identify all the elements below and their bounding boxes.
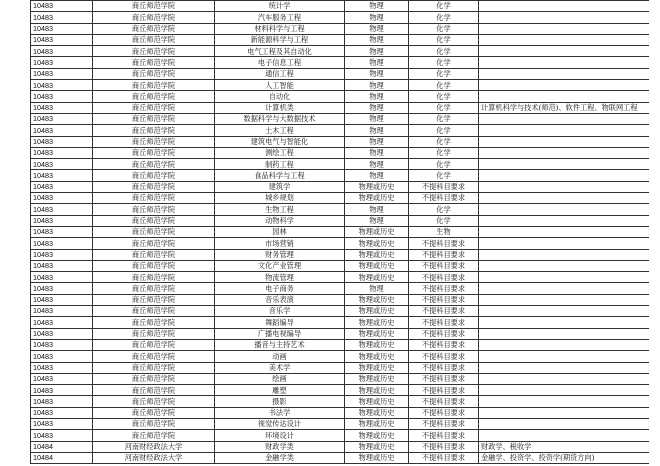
second-subject-cell: 化学 [409,159,479,170]
school-name-cell: 商丘师范学院 [93,46,215,57]
second-subject-cell: 不提科目要求 [409,238,479,249]
first-subject-cell: 物理或历史 [345,306,409,317]
school-code-cell: 10483 [31,306,93,317]
school-code-cell: 10483 [31,193,93,204]
school-name-cell: 商丘师范学院 [93,159,215,170]
major-cell: 市场营销 [215,238,345,249]
included-majors-cell [479,91,649,102]
table-row [31,12,649,23]
school-code-cell: 10483 [31,385,93,396]
major-cell: 物流管理 [215,272,345,283]
included-majors-cell [479,306,649,317]
major-cell: 视觉传达设计 [215,418,345,429]
major-cell: 材料科学与工程 [215,23,345,34]
school-name-cell: 商丘师范学院 [93,249,215,260]
included-majors-cell [479,113,649,124]
included-majors-cell [479,283,649,294]
school-code-cell: 10483 [31,204,93,215]
included-majors-cell [479,125,649,136]
school-name-cell: 商丘师范学院 [93,328,215,339]
school-code-cell: 10483 [31,159,93,170]
second-subject-cell: 不提科目要求 [409,294,479,305]
second-subject-cell: 不提科目要求 [409,249,479,260]
table-row [31,238,649,249]
school-code-cell: 10483 [31,260,93,271]
table-row [31,249,649,260]
table-row [31,159,649,170]
table-row [31,23,649,34]
school-name-cell: 商丘师范学院 [93,12,215,23]
first-subject-cell: 物理或历史 [345,339,409,350]
table-body [31,1,649,464]
second-subject-cell: 不提科目要求 [409,373,479,384]
school-name-cell: 商丘师范学院 [93,385,215,396]
included-majors-cell [479,1,649,12]
first-subject-cell: 物理 [345,136,409,147]
school-code-cell: 10483 [31,147,93,158]
major-cell: 食品科学与工程 [215,170,345,181]
major-cell: 建筑学 [215,181,345,192]
table-row [31,407,649,418]
school-code-cell: 10483 [31,396,93,407]
school-code-cell: 10483 [31,407,93,418]
school-name-cell: 商丘师范学院 [93,57,215,68]
included-majors-cell [479,57,649,68]
included-majors-cell: 财政学、税收学 [479,441,649,452]
major-cell: 汽车服务工程 [215,12,345,23]
included-majors-cell [479,215,649,226]
first-subject-cell: 物理 [345,68,409,79]
school-name-cell: 商丘师范学院 [93,34,215,45]
school-name-cell: 商丘师范学院 [93,339,215,350]
major-cell: 播音与主持艺术 [215,339,345,350]
second-subject-cell: 不提科目要求 [409,441,479,452]
second-subject-cell: 不提科目要求 [409,181,479,192]
major-cell: 数据科学与大数据技术 [215,113,345,124]
second-subject-cell: 不提科目要求 [409,339,479,350]
major-cell: 人工智能 [215,80,345,91]
school-code-cell: 10483 [31,351,93,362]
school-name-cell: 商丘师范学院 [93,430,215,441]
included-majors-cell [479,294,649,305]
included-majors-cell [479,351,649,362]
table-row [31,260,649,271]
second-subject-cell: 化学 [409,34,479,45]
school-name-cell: 商丘师范学院 [93,283,215,294]
school-code-cell: 10483 [31,249,93,260]
school-name-cell: 商丘师范学院 [93,418,215,429]
first-subject-cell: 物理或历史 [345,351,409,362]
major-cell: 制药工程 [215,159,345,170]
table-row [31,102,649,113]
table-row [31,1,649,12]
school-name-cell: 商丘师范学院 [93,125,215,136]
major-cell: 文化产业管理 [215,260,345,271]
first-subject-cell: 物理或历史 [345,294,409,305]
included-majors-cell [479,238,649,249]
second-subject-cell: 化学 [409,23,479,34]
first-subject-cell: 物理 [345,80,409,91]
included-majors-cell [479,159,649,170]
first-subject-cell: 物理 [345,159,409,170]
major-cell: 电气工程及其自动化 [215,46,345,57]
school-name-cell: 商丘师范学院 [93,260,215,271]
major-cell: 城乡规划 [215,193,345,204]
included-majors-cell [479,46,649,57]
table-row [31,362,649,373]
first-subject-cell: 物理或历史 [345,317,409,328]
table-row [31,283,649,294]
school-name-cell: 商丘师范学院 [93,272,215,283]
included-majors-cell: 计算机科学与技术(师范)、软件工程、物联网工程 [479,102,649,113]
first-subject-cell: 物理 [345,283,409,294]
included-majors-cell [479,23,649,34]
table-row [31,373,649,384]
table-row [31,385,649,396]
second-subject-cell: 化学 [409,113,479,124]
included-majors-cell [479,362,649,373]
major-cell: 金融学类 [215,452,345,463]
school-name-cell: 商丘师范学院 [93,1,215,12]
major-cell: 动画 [215,351,345,362]
table-row [31,441,649,452]
school-name-cell: 商丘师范学院 [93,113,215,124]
second-subject-cell: 化学 [409,170,479,181]
school-name-cell: 商丘师范学院 [93,226,215,237]
table-row [31,80,649,91]
table-row [31,46,649,57]
second-subject-cell: 不提科目要求 [409,317,479,328]
second-subject-cell: 不提科目要求 [409,328,479,339]
school-code-cell: 10483 [31,125,93,136]
second-subject-cell: 不提科目要求 [409,430,479,441]
second-subject-cell: 化学 [409,12,479,23]
second-subject-cell: 化学 [409,80,479,91]
school-code-cell: 10483 [31,102,93,113]
table-row [31,452,649,463]
school-code-cell: 10483 [31,317,93,328]
school-code-cell: 10483 [31,113,93,124]
second-subject-cell: 化学 [409,215,479,226]
school-code-cell: 10483 [31,57,93,68]
included-majors-cell: 金融学、投资学、投资学(期货方向) [479,452,649,463]
table-row [31,272,649,283]
first-subject-cell: 物理或历史 [345,441,409,452]
school-name-cell: 商丘师范学院 [93,238,215,249]
first-subject-cell: 物理或历史 [345,373,409,384]
school-name-cell: 商丘师范学院 [93,68,215,79]
school-code-cell: 10483 [31,339,93,350]
table-row [31,306,649,317]
second-subject-cell: 不提科目要求 [409,193,479,204]
major-cell: 电子信息工程 [215,57,345,68]
school-name-cell: 商丘师范学院 [93,147,215,158]
major-cell: 计算机类 [215,102,345,113]
second-subject-cell: 化学 [409,57,479,68]
school-name-cell: 商丘师范学院 [93,407,215,418]
school-code-cell: 10483 [31,68,93,79]
school-code-cell: 10483 [31,80,93,91]
major-cell: 动物科学 [215,215,345,226]
school-code-cell: 10483 [31,328,93,339]
included-majors-cell [479,407,649,418]
major-cell: 舞蹈编导 [215,317,345,328]
second-subject-cell: 化学 [409,46,479,57]
table-row [31,170,649,181]
school-code-cell: 10483 [31,430,93,441]
first-subject-cell: 物理或历史 [345,396,409,407]
first-subject-cell: 物理 [345,102,409,113]
first-subject-cell: 物理 [345,147,409,158]
first-subject-cell: 物理或历史 [345,226,409,237]
school-name-cell: 商丘师范学院 [93,294,215,305]
included-majors-cell [479,418,649,429]
school-code-cell: 10483 [31,1,93,12]
included-majors-cell [479,249,649,260]
second-subject-cell: 不提科目要求 [409,272,479,283]
table-row [31,91,649,102]
major-cell: 建筑电气与智能化 [215,136,345,147]
first-subject-cell: 物理或历史 [345,362,409,373]
second-subject-cell: 不提科目要求 [409,260,479,271]
first-subject-cell: 物理 [345,57,409,68]
table-row [31,430,649,441]
table-row [31,68,649,79]
first-subject-cell: 物理或历史 [345,407,409,418]
major-cell: 新能源科学与工程 [215,34,345,45]
second-subject-cell: 化学 [409,102,479,113]
school-name-cell: 商丘师范学院 [93,91,215,102]
school-code-cell: 10483 [31,23,93,34]
major-cell: 通信工程 [215,68,345,79]
school-code-cell: 10483 [31,272,93,283]
included-majors-cell [479,373,649,384]
first-subject-cell: 物理 [345,125,409,136]
major-cell: 生物工程 [215,204,345,215]
major-cell: 广播电视编导 [215,328,345,339]
school-name-cell: 商丘师范学院 [93,373,215,384]
major-cell: 财政学类 [215,441,345,452]
table-row [31,204,649,215]
second-subject-cell: 化学 [409,147,479,158]
table-row [31,294,649,305]
table-row [31,147,649,158]
table-row [31,328,649,339]
second-subject-cell: 不提科目要求 [409,452,479,463]
table-row [31,193,649,204]
major-cell: 电子商务 [215,283,345,294]
second-subject-cell: 化学 [409,1,479,12]
school-name-cell: 商丘师范学院 [93,351,215,362]
school-name-cell: 商丘师范学院 [93,193,215,204]
first-subject-cell: 物理或历史 [345,328,409,339]
table-row [31,418,649,429]
included-majors-cell [479,430,649,441]
first-subject-cell: 物理 [345,1,409,12]
included-majors-cell [479,272,649,283]
included-majors-cell [479,34,649,45]
subject-requirements-table [30,0,649,464]
school-code-cell: 10483 [31,181,93,192]
second-subject-cell: 不提科目要求 [409,396,479,407]
table-row [31,181,649,192]
school-name-cell: 商丘师范学院 [93,204,215,215]
first-subject-cell: 物理或历史 [345,452,409,463]
first-subject-cell: 物理或历史 [345,181,409,192]
major-cell: 摄影 [215,396,345,407]
first-subject-cell: 物理或历史 [345,249,409,260]
school-code-cell: 10483 [31,362,93,373]
second-subject-cell: 化学 [409,91,479,102]
school-code-cell: 10483 [31,91,93,102]
first-subject-cell: 物理 [345,23,409,34]
table-row [31,136,649,147]
school-name-cell: 商丘师范学院 [93,102,215,113]
major-cell: 雕塑 [215,385,345,396]
school-name-cell: 河南财经政法大学 [93,452,215,463]
school-name-cell: 商丘师范学院 [93,317,215,328]
major-cell: 土木工程 [215,125,345,136]
first-subject-cell: 物理 [345,46,409,57]
included-majors-cell [479,396,649,407]
school-code-cell: 10483 [31,283,93,294]
included-majors-cell [479,170,649,181]
second-subject-cell: 化学 [409,136,479,147]
table-row [31,113,649,124]
table-row [31,34,649,45]
table-row [31,57,649,68]
school-code-cell: 10483 [31,294,93,305]
included-majors-cell [479,226,649,237]
included-majors-cell [479,80,649,91]
second-subject-cell: 生物 [409,226,479,237]
first-subject-cell: 物理 [345,34,409,45]
school-name-cell: 商丘师范学院 [93,80,215,91]
school-name-cell: 商丘师范学院 [93,215,215,226]
first-subject-cell: 物理或历史 [345,430,409,441]
major-cell: 音乐学 [215,306,345,317]
table-row [31,125,649,136]
included-majors-cell [479,385,649,396]
school-code-cell: 10483 [31,12,93,23]
first-subject-cell: 物理或历史 [345,385,409,396]
second-subject-cell: 不提科目要求 [409,362,479,373]
second-subject-cell: 化学 [409,68,479,79]
included-majors-cell [479,136,649,147]
school-code-cell: 10483 [31,215,93,226]
first-subject-cell: 物理 [345,12,409,23]
school-name-cell: 商丘师范学院 [93,170,215,181]
school-name-cell: 河南财经政法大学 [93,441,215,452]
first-subject-cell: 物理 [345,215,409,226]
included-majors-cell [479,260,649,271]
second-subject-cell: 不提科目要求 [409,306,479,317]
major-cell: 绘画 [215,373,345,384]
first-subject-cell: 物理或历史 [345,272,409,283]
first-subject-cell: 物理 [345,170,409,181]
major-cell: 财务管理 [215,249,345,260]
second-subject-cell: 化学 [409,204,479,215]
first-subject-cell: 物理 [345,91,409,102]
school-code-cell: 10483 [31,238,93,249]
major-cell: 自动化 [215,91,345,102]
major-cell: 测绘工程 [215,147,345,158]
first-subject-cell: 物理或历史 [345,238,409,249]
school-name-cell: 商丘师范学院 [93,306,215,317]
included-majors-cell [479,204,649,215]
school-name-cell: 商丘师范学院 [93,396,215,407]
table-row [31,215,649,226]
first-subject-cell: 物理 [345,204,409,215]
table-row [31,339,649,350]
school-name-cell: 商丘师范学院 [93,23,215,34]
major-cell: 美术学 [215,362,345,373]
included-majors-cell [479,339,649,350]
school-name-cell: 商丘师范学院 [93,362,215,373]
school-code-cell: 10484 [31,452,93,463]
table-row [31,396,649,407]
included-majors-cell [479,328,649,339]
first-subject-cell: 物理或历史 [345,260,409,271]
school-code-cell: 10484 [31,441,93,452]
first-subject-cell: 物理或历史 [345,418,409,429]
second-subject-cell: 不提科目要求 [409,283,479,294]
included-majors-cell [479,147,649,158]
major-cell: 音乐表演 [215,294,345,305]
first-subject-cell: 物理 [345,113,409,124]
major-cell: 园林 [215,226,345,237]
school-code-cell: 10483 [31,418,93,429]
included-majors-cell [479,68,649,79]
second-subject-cell: 不提科目要求 [409,385,479,396]
table-row [31,351,649,362]
school-code-cell: 10483 [31,46,93,57]
major-cell: 统计学 [215,1,345,12]
second-subject-cell: 不提科目要求 [409,407,479,418]
school-code-cell: 10483 [31,373,93,384]
included-majors-cell [479,12,649,23]
second-subject-cell: 化学 [409,125,479,136]
second-subject-cell: 不提科目要求 [409,418,479,429]
second-subject-cell: 不提科目要求 [409,351,479,362]
school-code-cell: 10483 [31,226,93,237]
school-code-cell: 10483 [31,136,93,147]
school-code-cell: 10483 [31,170,93,181]
included-majors-cell [479,317,649,328]
major-cell: 书法学 [215,407,345,418]
school-code-cell: 10483 [31,34,93,45]
school-name-cell: 商丘师范学院 [93,181,215,192]
first-subject-cell: 物理或历史 [345,193,409,204]
major-cell: 环境设计 [215,430,345,441]
included-majors-cell [479,181,649,192]
table-row [31,317,649,328]
included-majors-cell [479,193,649,204]
table-row [31,226,649,237]
school-name-cell: 商丘师范学院 [93,136,215,147]
